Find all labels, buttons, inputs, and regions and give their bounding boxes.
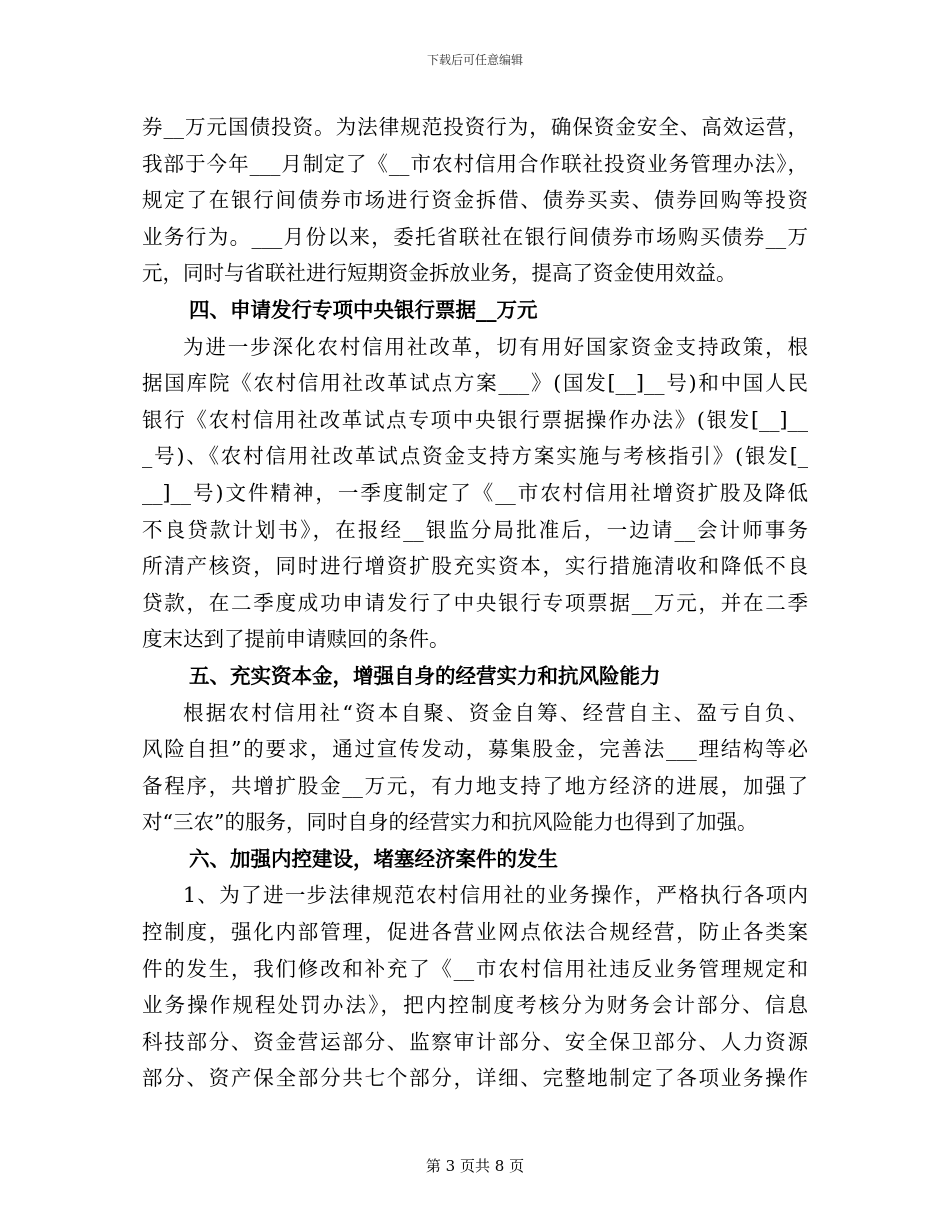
- section-heading: 五、充实资本金，增强自身的经营实力和抗风险能力: [189, 663, 661, 688]
- paragraph-line: 元，同时与省联社进行短期资金拆放业务，提高了资金使用效益。: [142, 261, 737, 286]
- document-body: [142, 109, 808, 1097]
- paragraph-line: 银行《农村信用社改革试点专项中央银行票据操作办法》(银发[__]__: [142, 407, 808, 432]
- paragraph-line: 1、为了进一步法律规范农村信用社的业务操作，严格执行各项内: [183, 883, 808, 908]
- page-header: 下载后可任意编辑: [426, 53, 523, 67]
- paragraph-line: 风险自担”的要求，通过宣传发动，募集股金，完善法___理结构等必: [142, 737, 808, 762]
- page-number: 第 3 页共 8 页: [425, 1157, 525, 1175]
- paragraph-line: 件的发生，我们修改和补充了《__市农村信用社违反业务管理规定和: [142, 956, 808, 981]
- paragraph-line: 我部于今年___月制定了《__市农村信用合作联社投资业务管理办法》，: [142, 151, 808, 176]
- paragraph-line: 为进一步深化农村信用社改革，切有用好国家资金支持政策，根: [183, 334, 808, 359]
- paragraph-line: 部分、资产保全部分共七个部分，详细、完整地制定了各项业务操作: [142, 1066, 808, 1091]
- paragraph-line: 对“三农”的服务，同时自身的经营实力和抗风险能力也得到了加强。: [142, 810, 758, 835]
- paragraph-line: 规定了在银行间债券市场进行资金拆借、债券买卖、债券回购等投资: [142, 188, 808, 213]
- paragraph-line: 券__万元国债投资。为法律规范投资行为，确保资金安全、高效运营，: [142, 115, 808, 139]
- paragraph-line: 备程序，共增扩股金__万元，有力地支持了地方经济的进展，加强了: [142, 773, 808, 798]
- paragraph-line: 根据农村信用社“资本自聚、资金自筹、经营自主、盈亏自负、: [183, 700, 808, 725]
- section-heading: 六、加强内控建设，堵塞经济案件的发生: [189, 846, 558, 871]
- paragraph-line: _号)、《农村信用社改革试点资金支持方案实施与考核指引》(银发[_: [142, 444, 808, 469]
- paragraph-line: 度末达到了提前申请赎回的条件。: [142, 627, 450, 652]
- paragraph-line: 所清产核资，同时进行增资扩股充实资本，实行措施清收和降低不良: [142, 554, 808, 579]
- paragraph-line: 科技部分、资金营运部分、监察审计部分、安全保卫部分、人力资源: [142, 1029, 808, 1054]
- paragraph-line: 贷款，在二季度成功申请发行了中央银行专项票据__万元，并在二季: [142, 590, 808, 615]
- paragraph-line: __]__号)文件精神，一季度制定了《__市农村信用社增资扩股及降低: [142, 480, 808, 505]
- paragraph-line: 不良贷款计划书》，在报经__银监分局批准后，一边请__会计师事务: [142, 517, 808, 542]
- paragraph-line: 业务行为。___月份以来，委托省联社在银行间债券市场购买债券__万: [142, 224, 808, 249]
- paragraph-line: 控制度，强化内部管理，促进各营业网点依法合规经营，防止各类案: [142, 920, 808, 945]
- paragraph-line: 业务操作规程处罚办法》，把内控制度考核分为财务会计部分、信息: [142, 993, 808, 1018]
- section-heading: 四、申请发行专项中央银行票据__万元: [189, 297, 538, 322]
- paragraph-line: 据国库院《农村信用社改革试点方案___》(国发[__]__号)和中国人民: [142, 371, 808, 396]
